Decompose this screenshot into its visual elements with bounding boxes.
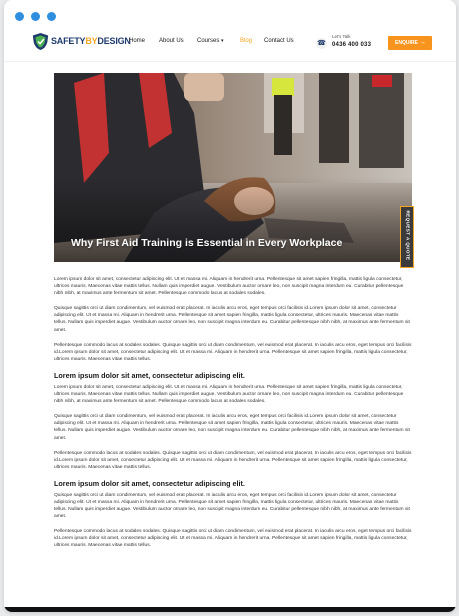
request-quote-label: REQUEST A QUOTE [405,210,411,261]
article-body [54,276,412,558]
nav-contact[interactable]: Contact Us [264,38,294,44]
chevron-down-icon: ▾ [221,38,224,44]
article-paragraph: Quisque sagittis orci ut diam condimentum, vel euismod erat placerat. In iaculis arcu eros, eget tempus orci facilisis id.Lorem ipsum dolor sit amet, consectetur adipiscing elit. Ut et massa mi. Aliquam in hendrerit urna. Pellentesque sit amet sapien fringilla, mattis ligula consectetur, ultrices mauris. Maecenas vitae mattis tellus. Nullam quis imperdiet augue. Vestibulum auctor ornare leo, non suscipit magna interdum eu. Curabitur pellentesque nibh nibh, at maximus ante fermentum sit amet. [54,306,410,333]
logo-part-safety: SAFETY [51,36,86,46]
article-paragraph: Lorem ipsum dolor sit amet, consectetur adipiscing elit. Ut et massa mi. Aliquam in hendrerit urna. Pellentesque sit amet sapien fringilla, mattis ligula consectetur, ultrices mauris. Maecenas vitae mattis tellus. Nullam quis imperdiet augue. Vestibulum auctor ornare leo, non suscipit magna interdum eu. Curabitur pellentesque nibh nibh, at maximus ante fermentum sit amet. Pellentesque commodo lacus at sodales sodales. [54,384,404,405]
article-subheading: Lorem ipsum dolor sit amet, consectetur adipiscing elit. [54,370,245,380]
article-paragraph: Pellentesque commodo lacus at sodales sodales. Quisque sagittis orci ut diam condimentum, vel euismod erat placerat. In iaculis arcu eros, eget tempus orci facilisis id.Lorem ipsum dolor sit amet, consectetur adipiscing elit. Ut et massa mi. Aliquam in hendrerit urna. Pellentesque sit amet sapien fringilla, mattis ligula consectetur, ultrices mauris. Maecenas vitae mattis tellus. [54,450,412,470]
article-subheading: Lorem ipsum dolor sit amet, consectetur adipiscing elit. [54,478,245,488]
article-paragraph: Quisque sagittis orci ut diam condimentum, vel euismod erat placerat. In iaculis arcu eros, eget tempus orci facilisis id.Lorem ipsum dolor sit amet, consectetur adipiscing elit. Ut et massa mi. Aliquam in hendrerit urna. Pellentesque sit amet sapien fringilla, mattis ligula consectetur, ultrices mauris. Maecenas vitae mattis tellus. Nullam quis imperdiet augue. Vestibulum auctor ornare leo, non suscipit magna interdum eu. Curabitur pellentesque nibh nibh, at maximus ante fermentum sit amet. [54,492,410,520]
window-dot-icon[interactable] [47,12,56,21]
article-paragraph: Pellentesque commodo lacus at sodales sodales. Quisque sagittis orci ut diam condimentum, vel euismod erat placerat. In iaculis arcu eros, eget tempus orci facilisis id.Lorem ipsum dolor sit amet, consectetur adipiscing elit. Ut et massa mi. Aliquam in hendrerit urna. Pellentesque sit amet sapien fringilla, mattis ligula consectetur, ultrices mauris. Maecenas vitae mattis tellus. [54,342,412,362]
browser-frame [4,0,456,612]
phone-icon[interactable]: ☎ [317,40,326,47]
shield-icon [32,32,49,51]
nav-courses-label: Courses [197,38,220,44]
logo-text [51,36,131,46]
article-paragraph: Quisque sagittis orci ut diam condimentum, vel euismod erat placerat. In iaculis arcu eros, eget tempus orci facilisis id.Lorem ipsum dolor sit amet, consectetur adipiscing elit. Ut et massa mi. Aliquam in hendrerit urna. Pellentesque sit amet sapien fringilla, mattis ligula consectetur, ultrices mauris. Maecenas vitae mattis tellus. Nullam quis imperdiet augue. Vestibulum auctor ornare leo, non suscipit magna interdum eu. Curabitur pellentesque nibh nibh, at maximus ante fermentum sit amet. [54,414,410,441]
hero-title: Why First Aid Training is Essential in Every Workplace [71,237,343,249]
window-dot-icon[interactable] [15,12,24,21]
window-chrome [4,0,456,26]
nav-courses[interactable] [197,38,224,44]
enquire-label: ENQUIRE [395,40,418,46]
request-quote-tab[interactable] [400,206,414,268]
site-header [4,26,456,62]
article-paragraph: Pellentesque commodo lacus at sodales sodales. Quisque sagittis orci ut diam condimentum, vel euismod erat placerat. In iaculis arcu eros, eget tempus orci facilisis id.Lorem ipsum dolor sit amet, consectetur adipiscing elit. Ut et massa mi. Aliquam in hendrerit urna. Pellentesque sit amet sapien fringilla, mattis ligula consectetur, ultrices mauris. Maecenas vitae mattis tellus. [54,529,412,549]
first-aid-photo [54,73,412,262]
logo-part-by: BY [85,36,98,46]
phone-number[interactable]: 0436 400 033 [332,42,372,48]
window-dot-icon[interactable] [31,12,40,21]
footer-bar [4,607,456,612]
arrow-right-icon: → [419,39,426,46]
site-logo[interactable] [32,32,131,52]
logo-part-design: DESIGN [97,36,131,46]
nav-about[interactable]: About Us [159,38,184,44]
enquire-button[interactable] [388,36,432,50]
hero-image [54,73,412,262]
article-paragraph: Lorem ipsum dolor sit amet, consectetur adipiscing elit. Ut et massa mi. Aliquam in hendrerit urna. Pellentesque sit amet sapien fringilla, mattis ligula consectetur, ultrices mauris. Maecenas vitae mattis tellus. Nullam quis imperdiet augue. Vestibulum auctor ornare leo, non suscipit magna interdum eu. Curabitur pellentesque nibh nibh, at maximus ante fermentum sit amet. Pellentesque commodo lacus at sodales sodales. [54,277,404,297]
nav-blog[interactable]: Blog [240,38,253,44]
talk-label: Let's Talk [332,34,351,39]
nav-home[interactable]: Home [129,38,146,44]
